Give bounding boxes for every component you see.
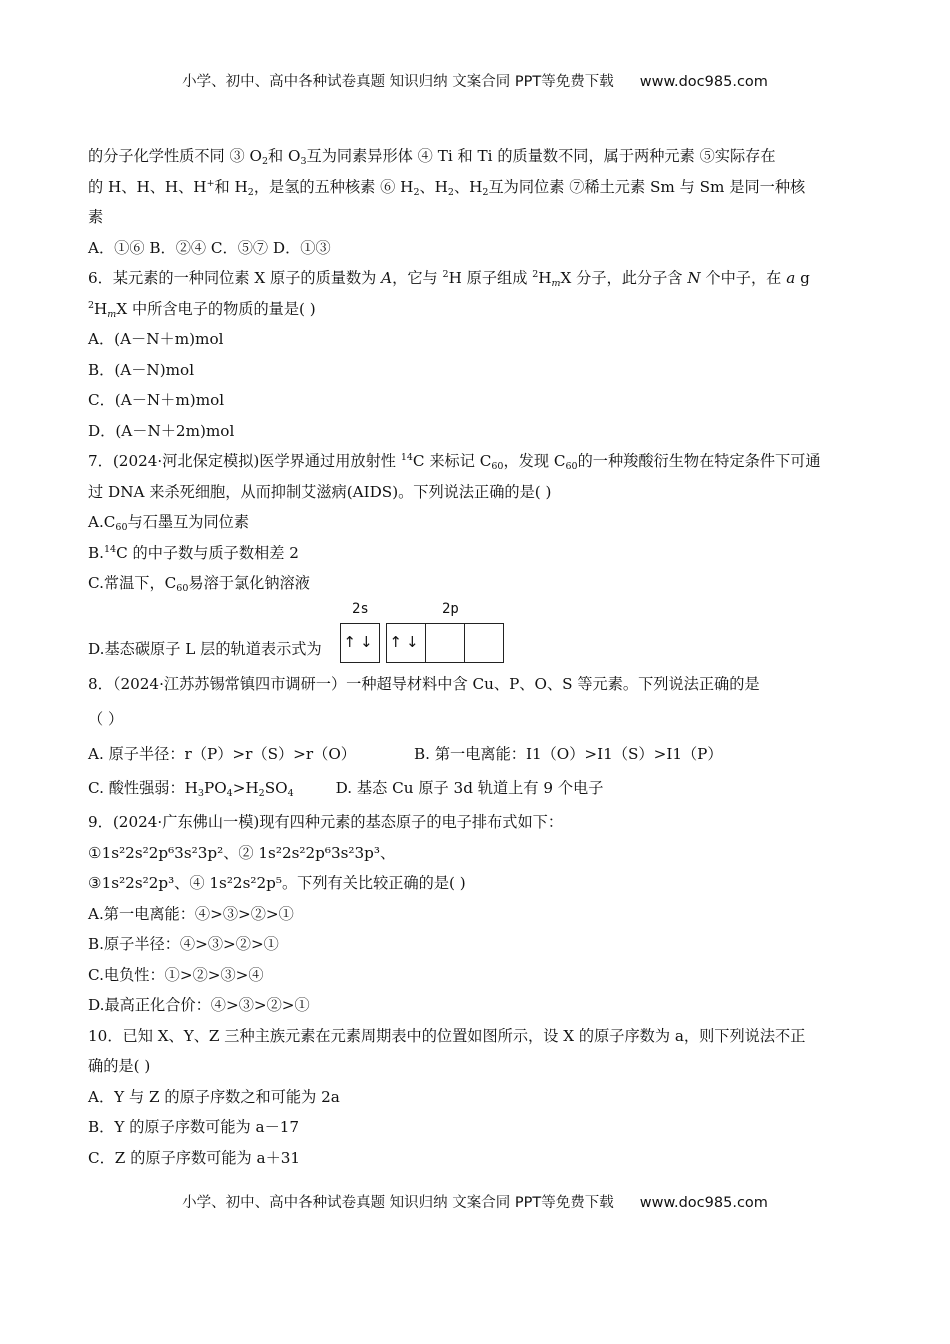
q10-option-b: B．Y 的原子序数可能为 a－17 (88, 1118, 300, 1136)
q7-option-b: B.$^{14}$C 的中子数与质子数相差 2 (88, 543, 299, 562)
orbital-label-2p: 2p (442, 600, 459, 617)
q5-line-3: 素 (88, 208, 104, 226)
q8-option-a: A. 原子半径：r（P）>r（S）>r（O） (88, 745, 356, 763)
q10-option-c: C．Z 的原子序数可能为 a＋31 (88, 1148, 301, 1167)
q9-stem-2: ①1s²2s²2p⁶3s²3p²、② 1s²2s²2p⁶3s²3p³、 (88, 843, 396, 862)
q8-option-d: D. 基态 Cu 原子 3d 轨道上有 9 个电子 (335, 779, 604, 797)
q9-option-a: A.第一电离能：④>③>②>① (88, 904, 294, 923)
orbital-box-2p-2 (425, 623, 465, 663)
q6-option-b: B．(A－N)mol (88, 360, 195, 379)
q7-stem-1: 7．(2024·河北保定模拟)医学界通过用放射性 $^{14}$C 来标记 $C_{60}$，发现 $C_{60}$的一种羧酸衍生物在特定条件下可通 (88, 452, 821, 472)
q8-options-cd (88, 773, 864, 807)
q8-options-ab (88, 739, 864, 773)
q5-line-2: 的 H、H、H、H+和 $H_2$，是氢的五种核素 ⑥ $H_2$、$H_2$、$H_2$互为同位素 ⑦稀土元素 Sm 与 Sm 是同一种核 (88, 177, 806, 198)
q9-option-b: B.原子半径：④>③>②>① (88, 935, 279, 953)
q6-stem-2: $^2H_mX$ 中所含电子的物质的量是( ) (88, 299, 316, 320)
q8-stem-1: 8．（2024·江苏苏锡常镇四市调研一）一种超导材料中含 Cu、P、O、S 等元素。下列说法正确的是 (88, 674, 760, 693)
q8-stem-2: （ ） (88, 710, 124, 728)
q7-option-d (88, 601, 864, 665)
up-down-arrows-icon: ↑↓ (343, 633, 377, 652)
up-down-arrows-icon: ↑↓ (389, 633, 423, 652)
q10-option-a: A．Y 与 Z 的原子序数之和可能为 2a (88, 1087, 340, 1106)
q5-line-1: 的分子化学性质不同 ③ $O_2$和 $O_3$互为同素异形体 ④ Ti 和 Ti 的质量数不同，属于两种元素 ⑤实际存在 (88, 147, 776, 167)
orbital-label-2s: 2s (352, 600, 369, 617)
page-header (0, 70, 950, 91)
q6-option-d: D．(A－N＋2m)mol (88, 421, 235, 440)
q8-option-c: C. 酸性强弱：$H_3PO_4>H_2SO_4$ (88, 779, 294, 799)
q7-option-a: $A.C_{60}$与石墨互为同位素 (88, 513, 250, 533)
orbital-box-2p-3 (464, 623, 504, 663)
q6-stem-1: 6．某元素的一种同位素 X 原子的质量数为 A，它与 $^2$H 原子组成 $^2H_mX$ 分子，此分子含 N 个中子，在 a g (88, 269, 810, 289)
q9-option-d: D.最高正化合价：④>③>②>① (88, 996, 310, 1014)
orbital-box-2s (340, 623, 380, 663)
page-footer (0, 1191, 950, 1212)
q6-option-a: A．(A－N＋m)mol (88, 330, 224, 348)
footer-site[interactable]: www.doc985.com (639, 1195, 768, 1211)
header-site[interactable]: www.doc985.com (639, 74, 768, 90)
q9-stem-3: ③1s²2s²2p³、④ 1s²2s²2p⁵。下列有关比较正确的是( ) (88, 874, 466, 892)
orbital-diagram (340, 601, 520, 663)
header-text: 小学、初中、高中各种试卷真题 知识归纳 文案合同 PPT等免费下载 (182, 74, 614, 90)
q7-option-d-text: D.基态碳原子 L 层的轨道表示式为 (88, 640, 322, 658)
q7-option-c: C.常温下，$C_{60}$易溶于氯化钠溶液 (88, 574, 310, 594)
q8-option-b: B. 第一电离能：I1（O）>I1（S）>I1（P） (414, 745, 723, 763)
footer-text: 小学、初中、高中各种试卷真题 知识归纳 文案合同 PPT等免费下载 (182, 1195, 614, 1211)
q10-stem-2: 确的是( ) (88, 1057, 151, 1075)
q9-option-c: C.电负性：①>②>③>④ (88, 965, 264, 984)
q6-option-c: C．(A－N＋m)mol (88, 391, 225, 409)
orbital-box-2p-1 (386, 623, 426, 663)
q7-stem-2: 过 DNA 来杀死细胞，从而抑制艾滋病(AIDS)。下列说法正确的是( ) (88, 482, 552, 501)
q9-stem-1: 9．(2024·广东佛山一模)现有四种元素的基态原子的电子排布式如下： (88, 813, 564, 831)
q5-options: A．①⑥ B．②④ C．⑤⑦ D．①③ (88, 238, 331, 257)
q10-stem-1: 10．已知 X、Y、Z 三种主族元素在元素周期表中的位置如图所示，设 X 的原子序数为 a，则下列说法不正 (88, 1026, 806, 1045)
question-content (88, 141, 864, 1173)
